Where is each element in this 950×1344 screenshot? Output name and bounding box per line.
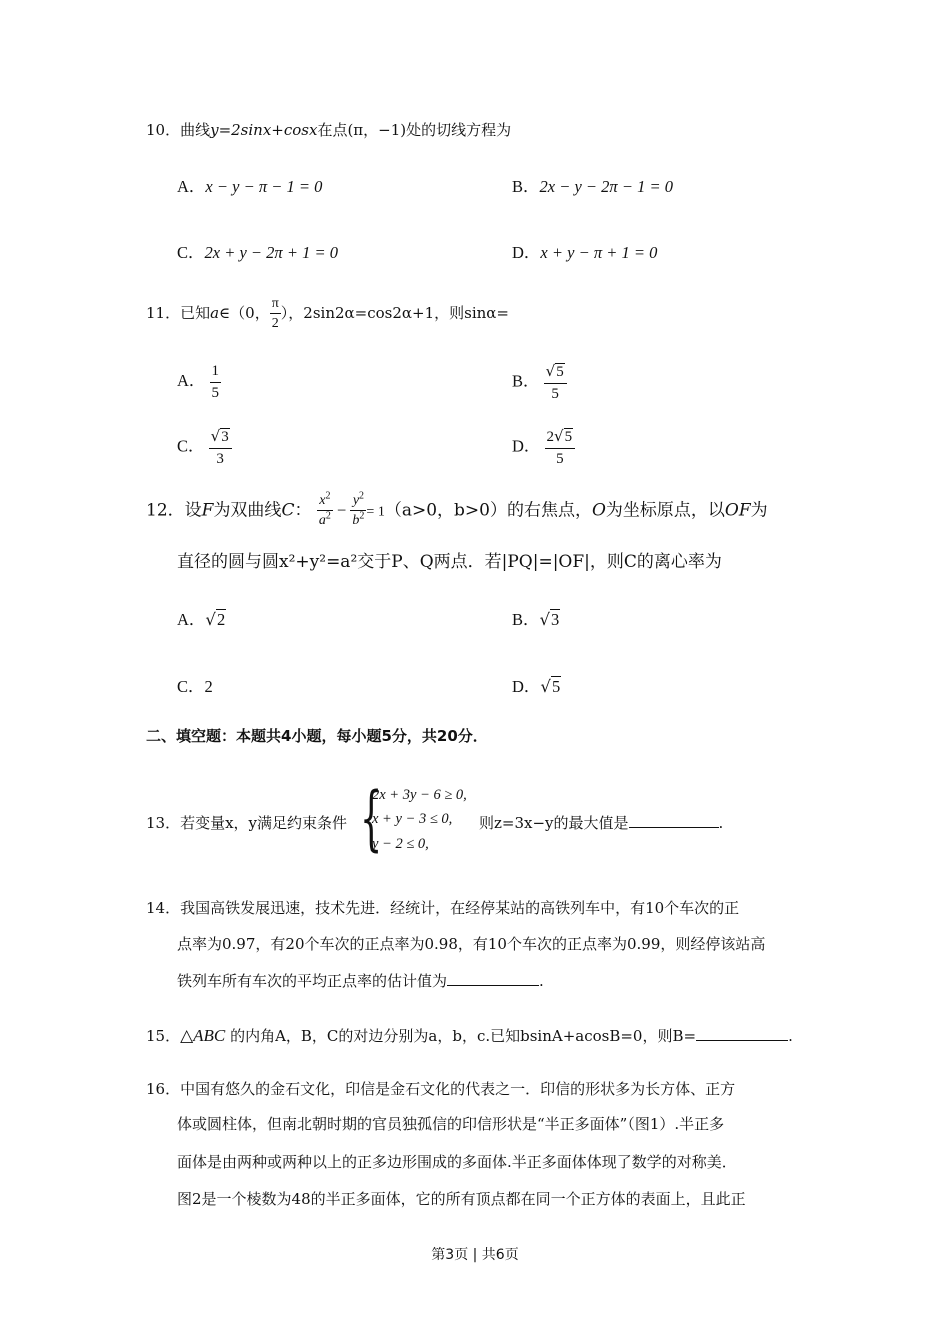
q12-text: 为 [750,500,768,521]
option-expression: x + y − π + 1 = 0 [540,243,658,262]
q12-condition: （a>0，b>0）的右焦点， [384,500,592,521]
fraction-denominator: 5 [211,384,220,401]
var-o: O [591,500,606,521]
q11-interval-open: ∈（0， [219,303,270,322]
q14-text: 铁列车所有车次的平均正点率的估计值为 [177,972,448,990]
option-label: B． [512,371,540,391]
option-expression: 2x − y − 2π − 1 = 0 [539,177,673,196]
fraction-denominator: 3 [216,450,224,467]
sqrt [540,610,561,630]
q10-stem [146,119,511,140]
sqrt [554,428,573,446]
radicand: 5 [564,429,573,445]
q16-line1: 16．中国有悠久的金石文化，印信是金石文化的代表之一．印信的形状多为长方体、正方 [146,1080,736,1098]
option-label: C． [177,243,205,262]
period: . [788,1027,793,1045]
q11-number: 11．已知 [146,303,211,322]
q16-line2: 体或圆柱体，但南北朝时期的官员独孤信的印信形状是“半正多面体”（图1）.半正多 [177,1115,725,1133]
radicand: 5 [556,364,564,380]
q12-number: 12．设 [146,500,202,521]
q13-question-text: 则z=3x−y的最大值是 [479,814,629,832]
page-footer: 第3页 | 共6页 [431,1247,519,1263]
q11-pi-over-2 [270,296,281,332]
q11-option-a [177,363,221,401]
q10-option-d [512,239,657,263]
fraction-denominator: 5 [556,450,564,467]
option-expression: 2x + y − 2π + 1 = 0 [204,243,338,262]
q13-constraint-1: 2x + 3y − 6 ≥ 0, [372,787,467,803]
fraction-denominator: 2 [271,316,279,332]
option-label: C． [177,436,205,456]
y2-over-b2 [350,490,366,529]
option-label: D． [512,436,541,456]
q15-line [146,1025,793,1046]
q10-option-c [177,239,338,263]
radical-sign: √ [545,362,556,380]
fraction [544,363,567,402]
fraction-numerator: 1 [210,363,222,383]
q13-constraint-2: x + y − 3 ≤ 0, [372,811,453,827]
exponent: 2 [325,510,331,522]
q13-prefix: 13．若变量x，y满足约束条件 [146,814,348,832]
q10-number: 10．曲线 [146,121,211,139]
coefficient: 2 [546,429,555,445]
option-label: A． [177,177,206,196]
fraction-numerator [544,363,567,384]
radicand: 5 [551,677,561,696]
q14-line1: 14．我国高铁发展迅速，技术先进．经统计，在经停某站的高铁列车中，有10个车次的正 [146,899,740,917]
option-label: A． [177,370,206,390]
left-brace-icon: { [360,777,383,859]
q10-stem-text: 在点(π，−1)处的切线方程为 [317,121,512,139]
period: . [539,972,544,990]
fraction-numerator [350,490,366,511]
radicand: 3 [221,429,229,445]
fraction [545,428,576,467]
var-b: b [352,513,360,529]
option-label: D． [512,243,541,262]
minus-sign: − [332,500,351,520]
answer-blank[interactable] [629,812,719,828]
q12-text: 为双曲线 [213,500,282,521]
radical-sign: √ [205,610,216,629]
var-f: F [201,500,214,521]
answer-blank[interactable] [447,970,539,986]
q14-line3 [177,970,544,991]
q11-option-b [512,363,567,402]
q11-stem [146,296,509,332]
q10-option-b [512,173,673,197]
fraction-numerator [209,428,232,449]
q15-number: 15． [146,1027,181,1045]
var-a: a [318,513,326,529]
x2-over-a2 [317,490,333,529]
q15-text: 的内角A，B，C的对边分别为a，b，c.已知bsinA+acosB=0，则B= [230,1027,697,1045]
fraction-numerator [545,428,576,449]
fraction [210,363,222,401]
radical-sign: √ [210,427,221,445]
equals-one: = 1 [366,504,385,520]
fraction-denominator: 5 [551,385,559,402]
q14-line2: 点率为0.97，有20个车次的正点率为0.98，有10个车次的正点率为0.99，则经停该站高 [177,935,766,953]
q12-line2: 直径的圆与圆x²+y²=a²交于P、Q两点．若|PQ|=|OF|，则C的离心率为 [177,552,722,572]
q11-condition: ），2sin2α=cos2α+1，则sinα= [280,303,509,322]
q12-line1 [146,490,768,529]
q10-function: y=2sinx+cosx [210,121,318,139]
q13-constraint-3: y − 2 ≤ 0, [372,836,429,852]
option-label: D． [512,677,541,696]
sqrt [540,677,561,697]
radicand: 2 [216,610,226,629]
q12-option-b [512,606,560,630]
q13-suffix [479,812,723,833]
radical-sign: √ [554,427,564,445]
exponent: 2 [359,510,365,522]
var-x: x [319,493,326,508]
sqrt [211,428,230,446]
q11-option-d [512,428,575,467]
option-label: C． [177,677,205,696]
option-value: 2 [204,677,213,696]
exponent: 2 [325,490,331,502]
answer-blank[interactable] [696,1025,788,1041]
var-c: C [281,500,295,521]
fraction-numerator: π [270,296,281,314]
q11-option-c [177,428,232,467]
radicand: 3 [551,610,560,629]
var-of: OF [724,500,751,521]
radical-sign: √ [539,610,551,629]
option-label: B． [512,610,540,629]
q16-line4: 图2是一个棱数为48的半正多面体，它的所有顶点都在同一个正方体的表面上，且此正 [177,1190,746,1208]
radical-sign: √ [540,677,551,696]
option-label: A． [177,610,206,629]
q16-line3: 面体是由两种或两种以上的正多边形围成的多面体.半正多面体体现了数学的对称美． [177,1153,737,1171]
exponent: 2 [359,490,365,502]
option-label: B． [512,177,540,196]
triangle-abc: △ABC [180,1026,226,1045]
var-y: y [352,493,360,508]
fraction [209,428,232,467]
q12-option-a [177,606,226,630]
section-heading: 二、填空题：本题共4小题，每小题5分，共20分． [146,727,488,745]
fraction-denominator [317,511,333,528]
sqrt [205,610,226,630]
q10-option-a [177,173,322,197]
sqrt [546,363,565,381]
q12-option-d [512,673,561,697]
q11-variable: a [210,303,220,322]
colon: ： [294,500,312,521]
period: . [718,814,724,832]
q12-text: 为坐标原点，以 [605,500,725,521]
option-expression: x − y − π − 1 = 0 [205,177,323,196]
fraction-numerator [317,490,333,511]
fraction-denominator [350,511,366,528]
q12-option-c [177,673,213,697]
